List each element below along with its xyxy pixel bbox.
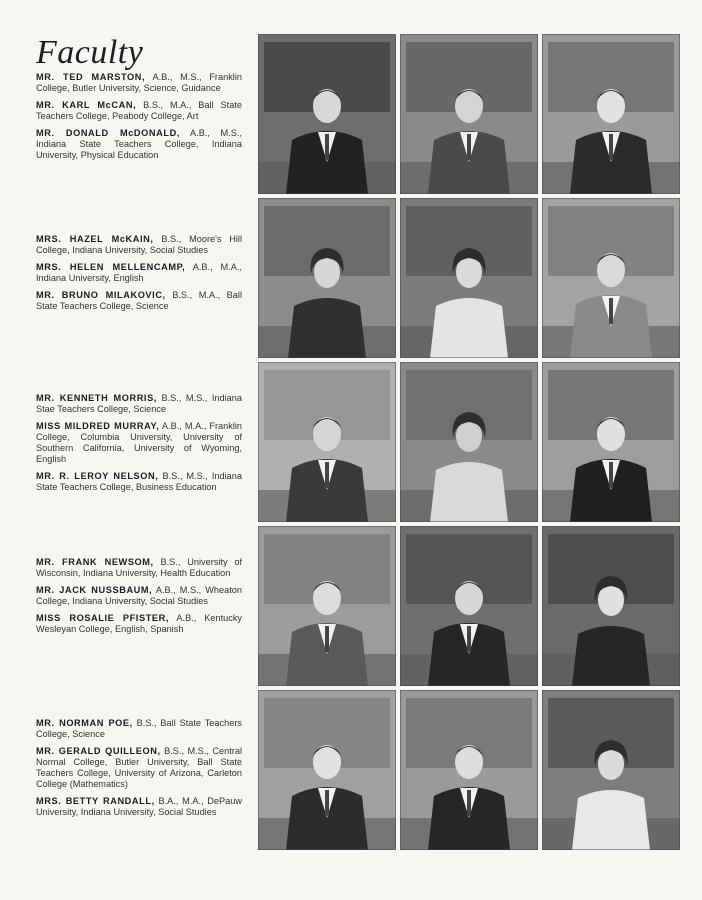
faculty-name: MR. GERALD QUILLEON, (36, 746, 161, 756)
faculty-details: A.B., M.A., Indiana University, English (36, 262, 242, 283)
faculty-photo (258, 362, 396, 522)
page-title: Faculty (36, 34, 144, 71)
faculty-entry (36, 234, 242, 256)
faculty-name: MR. R. LEROY NELSON, (36, 471, 159, 481)
faculty-details: B.S., M.A., Ball State Teachers College, Peabody College, Art (36, 100, 242, 121)
faculty-group (36, 718, 242, 824)
faculty-photo (258, 198, 396, 358)
faculty-name: MISS ROSALIE PFISTER, (36, 613, 170, 623)
faculty-entry (36, 613, 242, 635)
faculty-details: B.S., M.S., Indiana Stae Teachers College, Science (36, 393, 242, 414)
faculty-entry (36, 746, 242, 790)
faculty-entry (36, 718, 242, 740)
faculty-details: A.B., M.S., Franklin College, Butler University, Science, Guidance (36, 72, 242, 93)
faculty-photo (258, 34, 396, 194)
faculty-entry (36, 262, 242, 284)
faculty-entry (36, 796, 242, 818)
faculty-entry (36, 72, 242, 94)
faculty-photo (400, 34, 538, 194)
faculty-photo (542, 362, 680, 522)
faculty-details: B.A., M.A., DePauw University, Indiana University, Social Studies (36, 796, 243, 817)
faculty-name: MR. BRUNO MILAKOVIC, (36, 290, 166, 300)
faculty-details: B.S., University of Wisconsin, Indiana University, Health Education (36, 557, 242, 578)
faculty-name: MR. DONALD McDONALD, (36, 128, 180, 138)
faculty-photo (542, 526, 680, 686)
faculty-entry (36, 393, 242, 415)
faculty-name: MR. KARL McCAN, (36, 100, 137, 110)
faculty-details: B.S., Moore's Hill College, Indiana University, Social Studies (36, 234, 243, 255)
faculty-name: MRS. HAZEL McKAIN, (36, 234, 154, 244)
faculty-name: MR. JACK NUSSBAUM, (36, 585, 153, 595)
faculty-group (36, 557, 242, 641)
faculty-entry (36, 100, 242, 122)
faculty-group (36, 72, 242, 167)
faculty-photo-grid (258, 34, 678, 850)
faculty-photo (400, 526, 538, 686)
faculty-photo (400, 198, 538, 358)
faculty-name: MISS MILDRED MURRAY, (36, 421, 160, 431)
faculty-details: A.B., M.A., Franklin College, Columbia University, University of Southern California, University of Wyoming, English (36, 421, 243, 464)
faculty-photo (258, 526, 396, 686)
faculty-photo (258, 690, 396, 850)
faculty-details: A.B., M.S., Indiana State Teachers College, Indiana University, Physical Education (36, 128, 242, 160)
faculty-entry (36, 421, 242, 465)
faculty-entry (36, 128, 242, 161)
faculty-name: MR. FRANK NEWSOM, (36, 557, 154, 567)
faculty-name: MR. KENNETH MORRIS, (36, 393, 157, 403)
faculty-name: MRS. HELEN MELLENCAMP, (36, 262, 186, 272)
faculty-photo (400, 690, 538, 850)
faculty-entry (36, 290, 242, 312)
faculty-details: B.S., M.S., Central Normal College, Butler University, Ball State Teachers College, University of Arizona, Carleton College (Mathematics) (36, 746, 243, 789)
faculty-group (36, 393, 242, 499)
faculty-entry (36, 471, 242, 493)
faculty-entry (36, 585, 242, 607)
faculty-details: B.S., M.S., Indiana State Teachers College, Business Education (36, 471, 242, 492)
faculty-photo (542, 34, 680, 194)
faculty-group (36, 234, 242, 318)
faculty-photo (542, 690, 680, 850)
faculty-details: A.B., Kentucky Wesleyan College, English, Spanish (36, 613, 243, 634)
faculty-photo (400, 362, 538, 522)
faculty-entry (36, 557, 242, 579)
faculty-name: MR. TED MARSTON, (36, 72, 146, 82)
faculty-photo (542, 198, 680, 358)
faculty-name: MR. NORMAN POE, (36, 718, 133, 728)
faculty-details: B.S., Ball State Teachers College, Science (36, 718, 242, 739)
faculty-details: A.B., M.S., Wheaton College, Indiana University, Social Studies (36, 585, 242, 606)
faculty-details: B.S., M.A., Ball State Teachers College, Science (36, 290, 242, 311)
faculty-name: MRS. BETTY RANDALL, (36, 796, 155, 806)
